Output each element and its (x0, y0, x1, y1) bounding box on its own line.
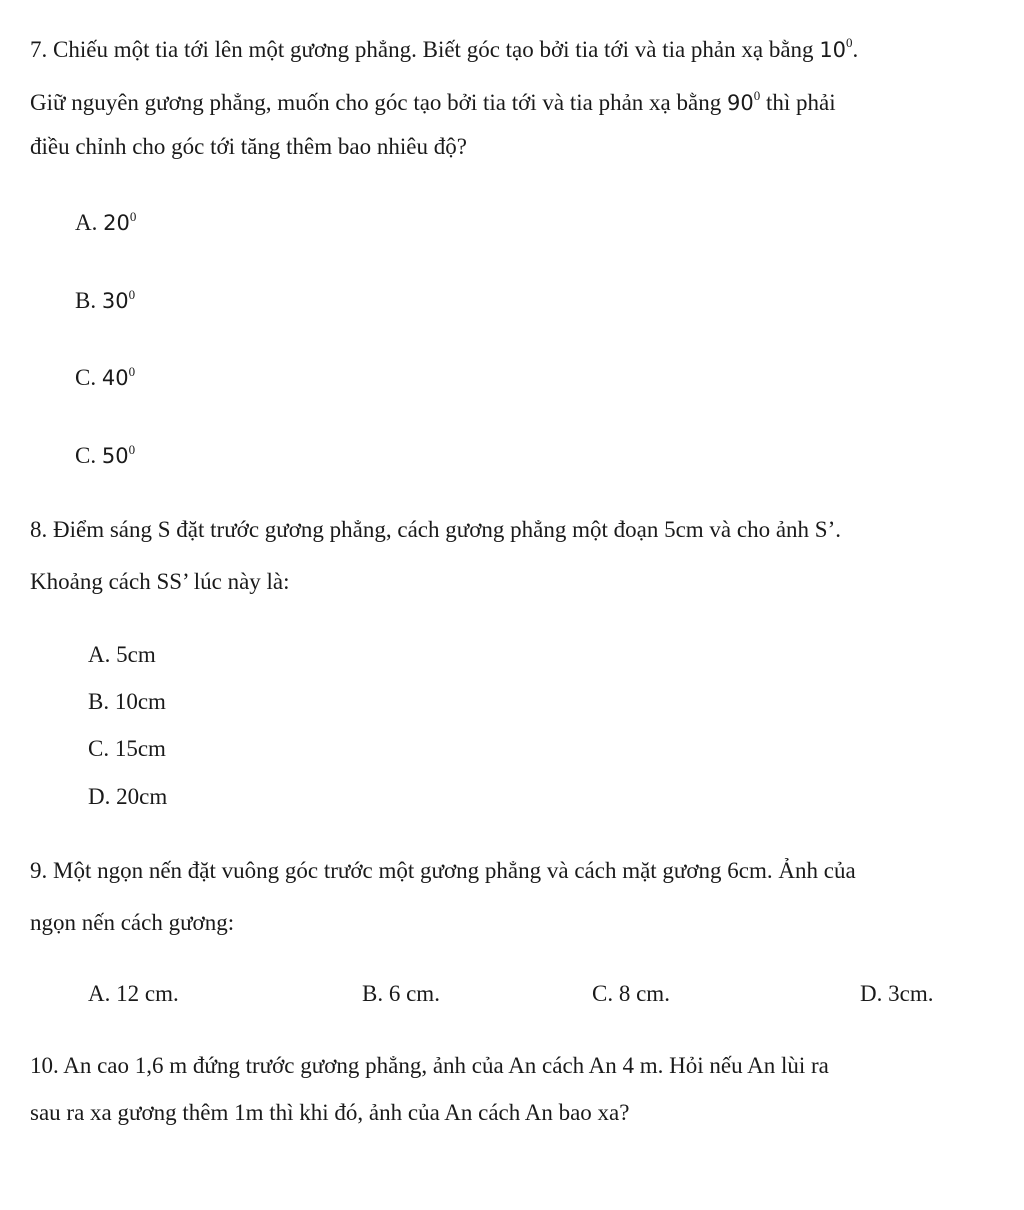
q8-line-2: Khoảng cách SS’ lúc này là: (30, 569, 290, 594)
q7-line-2: Giữ nguyên gương phẳng, muốn cho góc tạo bởi tia tới và tia phản xạ bằng $90^0$ thì phải (30, 88, 836, 115)
q8-option-c[interactable]: C. 15cm (88, 736, 166, 761)
q9-option-c[interactable]: C. 8 cm. (592, 981, 670, 1006)
q8-option-d[interactable]: D. 20cm (88, 784, 168, 809)
q9-option-a[interactable]: A. 12 cm. (88, 981, 179, 1006)
q8-line-1: 8. Điểm sáng S đặt trước gương phẳng, cách gương phẳng một đoạn 5cm và cho ảnh S’. (30, 517, 841, 542)
q10-line-2: sau ra xa gương thêm 1m thì khi đó, ảnh của An cách An bao xa? (30, 1100, 630, 1125)
q8-option-a[interactable]: A. 5cm (88, 642, 156, 667)
q7-line-2-text: Giữ nguyên gương phẳng, muốn cho góc tạo bởi tia tới và tia phản xạ bằng (30, 90, 727, 115)
q10-line-1: 10. An cao 1,6 m đứng trước gương phẳng, ảnh của An cách An 4 m. Hỏi nếu An lùi ra (30, 1053, 829, 1078)
q7-option-a[interactable]: A. $20^0$ (75, 209, 137, 235)
q7-line-1: 7. Chiếu một tia tới lên một gương phẳng. Biết góc tạo bởi tia tới và tia phản xạ bằng $10^0$. (30, 35, 859, 62)
q9-line-1: 9. Một ngọn nến đặt vuông góc trước một gương phẳng và cách mặt gương 6cm. Ảnh của (30, 858, 856, 883)
q7-option-b[interactable]: B. $30^0$ (75, 287, 136, 313)
q7-angle-degree: 0 (846, 35, 853, 50)
q9-option-d[interactable]: D. 3cm. (860, 981, 934, 1006)
q9-option-b[interactable]: B. 6 cm. (362, 981, 440, 1006)
q7-angle-value: 10 (819, 38, 847, 62)
q7-option-c-duplicate[interactable]: C. $50^0$ (75, 442, 136, 468)
q7-line-1-text: 7. Chiếu một tia tới lên một gương phẳng. Biết góc tạo bởi tia tới và tia phản xạ bằng (30, 37, 820, 62)
q7-option-c[interactable]: C. $40^0$ (75, 364, 136, 390)
q8-option-b[interactable]: B. 10cm (88, 689, 166, 714)
q9-line-2: ngọn nến cách gương: (30, 910, 235, 935)
q7-angle-value-2: 90 (726, 91, 754, 115)
q7-angle-degree-2: 0 (753, 88, 761, 103)
q7-line-3: điều chỉnh cho góc tới tăng thêm bao nhiêu độ? (30, 134, 467, 159)
